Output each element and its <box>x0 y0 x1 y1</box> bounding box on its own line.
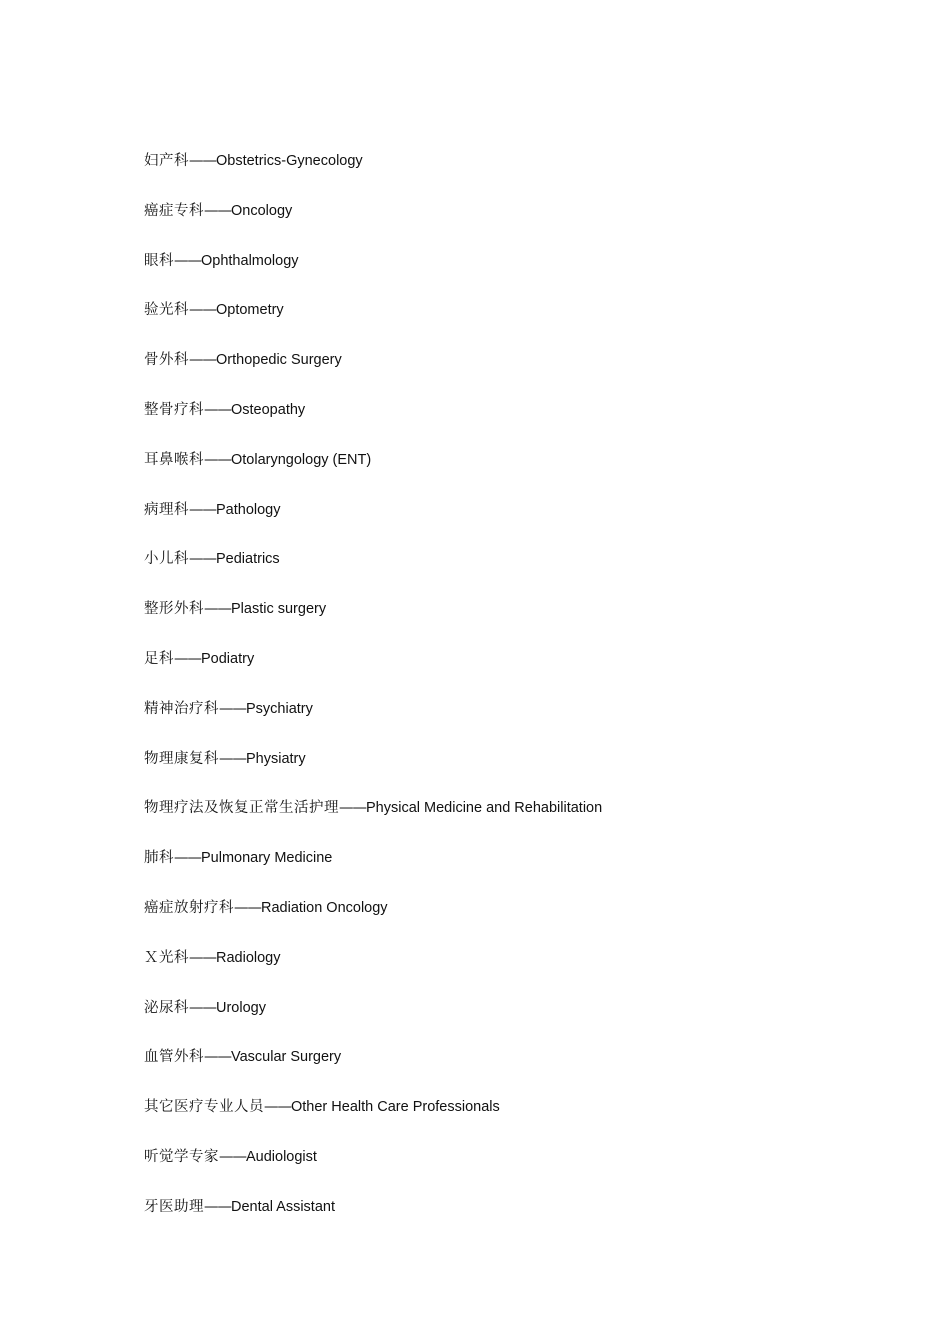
chinese-term: 癌症专科 <box>144 202 204 219</box>
chinese-term: 足科 <box>144 650 174 667</box>
list-item <box>144 698 602 748</box>
chinese-term: 泌尿科 <box>144 999 189 1016</box>
separator: —— <box>189 352 216 369</box>
separator: —— <box>189 302 216 319</box>
chinese-term: 物理疗法及恢复正常生活护理 <box>144 800 339 817</box>
list-item <box>144 847 602 897</box>
list-item <box>144 250 602 300</box>
english-term: Optometry <box>216 302 284 319</box>
chinese-term: 牙医助理 <box>144 1198 204 1215</box>
chinese-term: 听觉学专家 <box>144 1148 219 1165</box>
chinese-term: 血管外科 <box>144 1049 204 1066</box>
list-item <box>144 200 602 250</box>
english-term: Obstetrics-Gynecology <box>216 153 363 169</box>
chinese-term: 眼科 <box>144 252 174 269</box>
english-term: Psychiatry <box>246 700 313 717</box>
glossary-list <box>144 150 602 1246</box>
chinese-term: 小儿科 <box>144 551 189 568</box>
list-item <box>144 548 602 598</box>
separator: —— <box>174 850 201 867</box>
list-item <box>144 997 602 1047</box>
chinese-term: Ｘ光科 <box>144 949 189 966</box>
list-item <box>144 349 602 399</box>
english-term: Other Health Care Professionals <box>291 1099 500 1116</box>
chinese-term: 整形外科 <box>144 601 204 618</box>
english-term: Physiatry <box>246 750 306 767</box>
list-item <box>144 598 602 648</box>
list-item <box>144 947 602 997</box>
separator: —— <box>189 949 216 966</box>
list-item <box>144 399 602 449</box>
list-item <box>144 299 602 349</box>
separator: —— <box>234 899 261 916</box>
separator: —— <box>264 1099 291 1116</box>
chinese-term: 肺科 <box>144 850 174 867</box>
english-term: Pathology <box>216 501 281 518</box>
separator: —— <box>189 501 216 518</box>
separator: —— <box>174 650 201 667</box>
separator: —— <box>189 999 216 1016</box>
chinese-term: 其它医疗专业人员 <box>144 1099 264 1116</box>
separator: —— <box>204 401 231 418</box>
list-item <box>144 1046 602 1096</box>
separator: —— <box>189 153 216 169</box>
separator: —— <box>219 700 246 717</box>
separator: —— <box>219 750 246 767</box>
chinese-term: 病理科 <box>144 501 189 518</box>
english-term: Vascular Surgery <box>231 1049 342 1066</box>
list-item <box>144 150 602 200</box>
english-term: Radiation Oncology <box>261 899 388 916</box>
chinese-term: 精神治疗科 <box>144 700 219 717</box>
separator: —— <box>204 202 231 219</box>
list-item <box>144 1196 602 1246</box>
list-item <box>144 748 602 798</box>
list-item <box>144 648 602 698</box>
english-term: Pulmonary Medicine <box>201 850 333 867</box>
english-term: Physical Medicine and Rehabilitation <box>366 800 603 817</box>
separator: —— <box>204 451 231 468</box>
english-term: Urology <box>216 999 266 1016</box>
english-term: Plastic surgery <box>231 601 327 618</box>
english-term: Otolaryngology (ENT) <box>231 451 372 468</box>
separator: —— <box>219 1148 246 1165</box>
chinese-term: 耳鼻喉科 <box>144 451 204 468</box>
chinese-term: 妇产科 <box>144 153 189 169</box>
separator: —— <box>189 551 216 568</box>
english-term: Pediatrics <box>216 551 280 568</box>
separator: —— <box>204 601 231 618</box>
chinese-term: 癌症放射疗科 <box>144 899 234 916</box>
chinese-term: 物理康复科 <box>144 750 219 767</box>
list-item <box>144 1096 602 1146</box>
english-term: Dental Assistant <box>231 1198 335 1215</box>
separator: —— <box>174 252 201 269</box>
list-item <box>144 449 602 499</box>
chinese-term: 骨外科 <box>144 352 189 369</box>
chinese-term: 验光科 <box>144 302 189 319</box>
list-item <box>144 1146 602 1196</box>
english-term: Radiology <box>216 949 281 966</box>
english-term: Ophthalmology <box>201 252 299 269</box>
chinese-term: 整骨疗科 <box>144 401 204 418</box>
separator: —— <box>204 1049 231 1066</box>
english-term: Oncology <box>231 202 293 219</box>
english-term: Podiatry <box>201 650 255 667</box>
separator: —— <box>204 1198 231 1215</box>
list-item <box>144 897 602 947</box>
english-term: Audiologist <box>246 1148 317 1165</box>
list-item <box>144 797 602 847</box>
english-term: Osteopathy <box>231 401 306 418</box>
list-item <box>144 499 602 549</box>
separator: —— <box>339 800 366 817</box>
english-term: Orthopedic Surgery <box>216 352 342 369</box>
